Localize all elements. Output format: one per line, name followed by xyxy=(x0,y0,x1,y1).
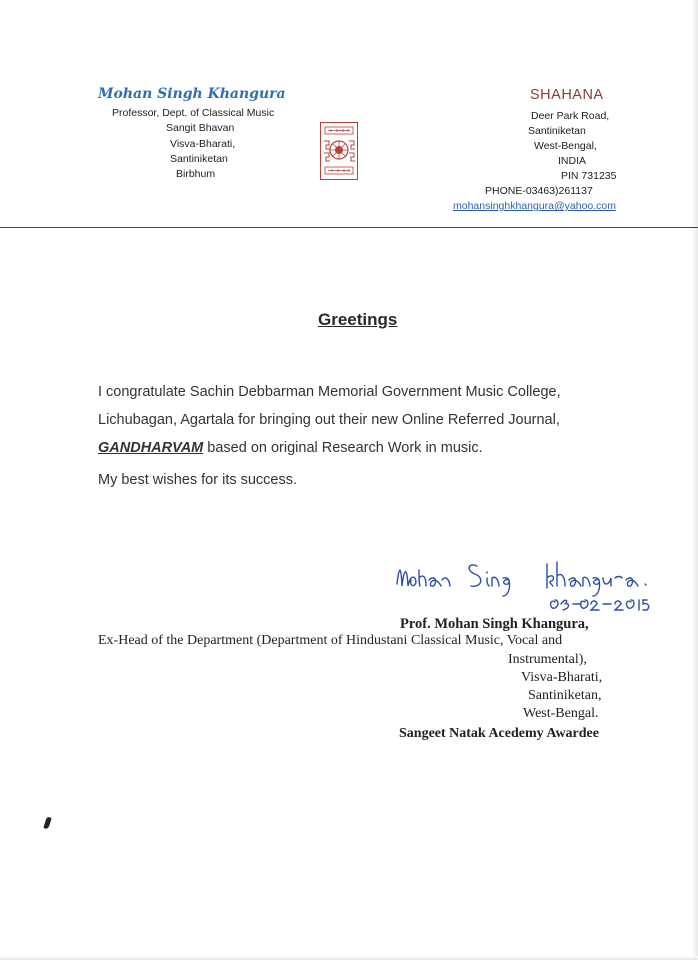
address-country: INDIA xyxy=(558,155,587,167)
signatory-name: Prof. Mohan Singh Khangura, xyxy=(400,616,589,632)
scan-speck xyxy=(43,817,51,830)
body-line-3 xyxy=(98,440,483,456)
signatory-award: Sangeet Natak Acedemy Awardee xyxy=(399,726,599,741)
handwritten-signature xyxy=(395,556,655,618)
best-wishes: My best wishes for its success. xyxy=(98,472,298,488)
signatory-position-cont: Instrumental), xyxy=(508,652,587,667)
signatory-position: Ex-Head of the Department (Department of Hindustani Classical Music, Vocal and xyxy=(98,633,563,648)
page-edge-shadow xyxy=(692,0,698,960)
signatory-university: Visva-Bharati, xyxy=(521,670,603,685)
page-bottom-shadow xyxy=(0,956,698,960)
signatory-town: Santiniketan, xyxy=(528,688,602,703)
sender-name: Mohan Singh Khangura xyxy=(98,86,286,102)
address-street: Deer Park Road, xyxy=(531,110,610,122)
address-state: West-Bengal, xyxy=(534,140,597,152)
body-line-3-rest: based on original Research Work in music. xyxy=(203,440,483,456)
address-phone: PHONE-03463)261137 xyxy=(485,185,593,197)
letterhead-divider xyxy=(0,227,698,228)
letter-heading: Greetings xyxy=(318,310,398,329)
sender-title: Professor, Dept. of Classical Music xyxy=(112,107,275,119)
sender-university: Visva-Bharati, xyxy=(170,138,236,150)
sender-district: Birbhum xyxy=(176,168,216,180)
sender-department: Sangit Bhavan xyxy=(166,122,235,134)
body-line-2: Lichubagan, Agartala for bringing out their new Online Referred Journal, xyxy=(98,412,560,428)
address-town: Santiniketan xyxy=(528,125,586,137)
visva-bharati-emblem-icon xyxy=(320,122,358,180)
house-name: SHAHANA xyxy=(530,87,604,103)
address-pin: PIN 731235 xyxy=(561,170,617,182)
sender-town: Santiniketan xyxy=(170,153,228,165)
body-line-1: I congratulate Sachin Debbarman Memorial Government Music College, xyxy=(98,384,561,400)
journal-name: GANDHARVAM xyxy=(98,440,204,456)
email-link[interactable]: mohansinghkhangura@yahoo.com xyxy=(453,200,617,212)
signatory-state: West-Bengal. xyxy=(523,706,599,721)
